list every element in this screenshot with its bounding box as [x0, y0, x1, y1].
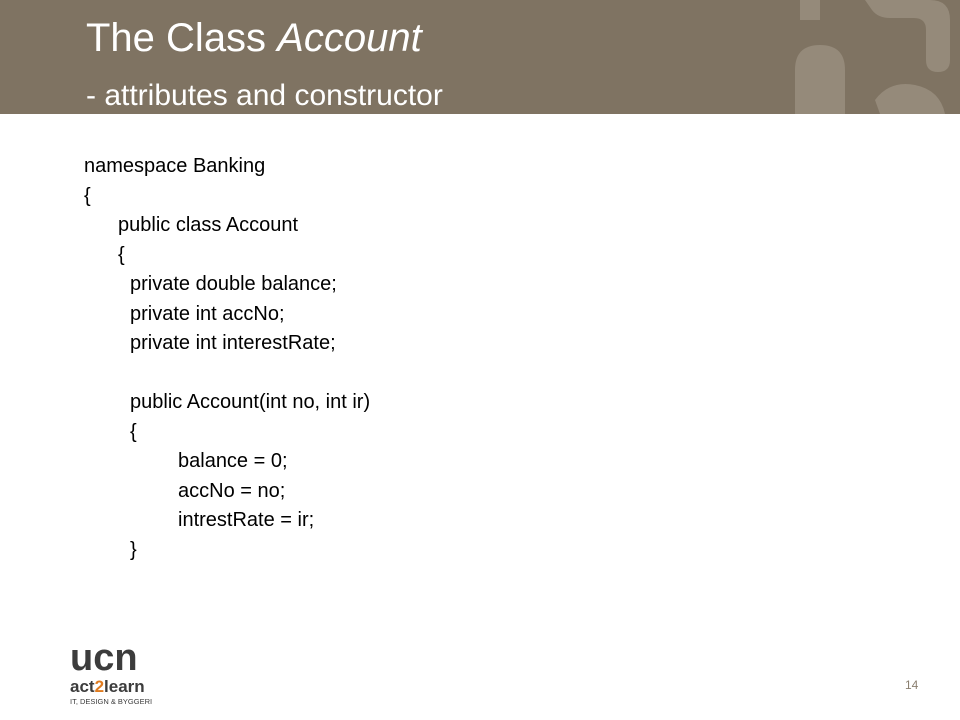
- svg-text:act2learn: [70, 677, 145, 696]
- code-line: balance = 0;: [178, 450, 288, 472]
- code-line: namespace Banking: [84, 155, 266, 177]
- code-line: private double balance;: [130, 273, 337, 295]
- logo-brand-text: ucn: [70, 640, 138, 679]
- code-line: accNo = no;: [178, 479, 286, 502]
- code-line: private int interestRate;: [130, 332, 336, 354]
- slide-title-class-name: Account: [277, 16, 422, 60]
- logo-tagline-b: learn: [104, 677, 145, 696]
- page-number: 14: [905, 678, 919, 692]
- decorative-shapes: [780, 0, 960, 114]
- logo-tagline-a: act: [70, 677, 95, 696]
- slide-title: The Class Account: [86, 16, 422, 60]
- code-line: {: [130, 420, 137, 443]
- slide-subtitle: - attributes and constructor: [86, 79, 443, 112]
- logo-tagline-num: 2: [94, 677, 105, 696]
- code-line: intrestRate = ir;: [178, 509, 315, 531]
- code-line: private int accNo;: [130, 302, 285, 325]
- slide-header: [0, 0, 960, 114]
- code-line: {: [118, 243, 125, 266]
- code-line: [84, 359, 370, 389]
- ucn-logo: [70, 640, 200, 706]
- code-line: public class Account: [118, 214, 299, 236]
- code-line: }: [130, 538, 137, 561]
- code-block: [84, 152, 370, 565]
- logo-division-text: IT, DESIGN & BYGGERI: [70, 697, 153, 706]
- code-line: public Account(int no, int ir): [130, 391, 371, 413]
- code-line: {: [84, 184, 91, 207]
